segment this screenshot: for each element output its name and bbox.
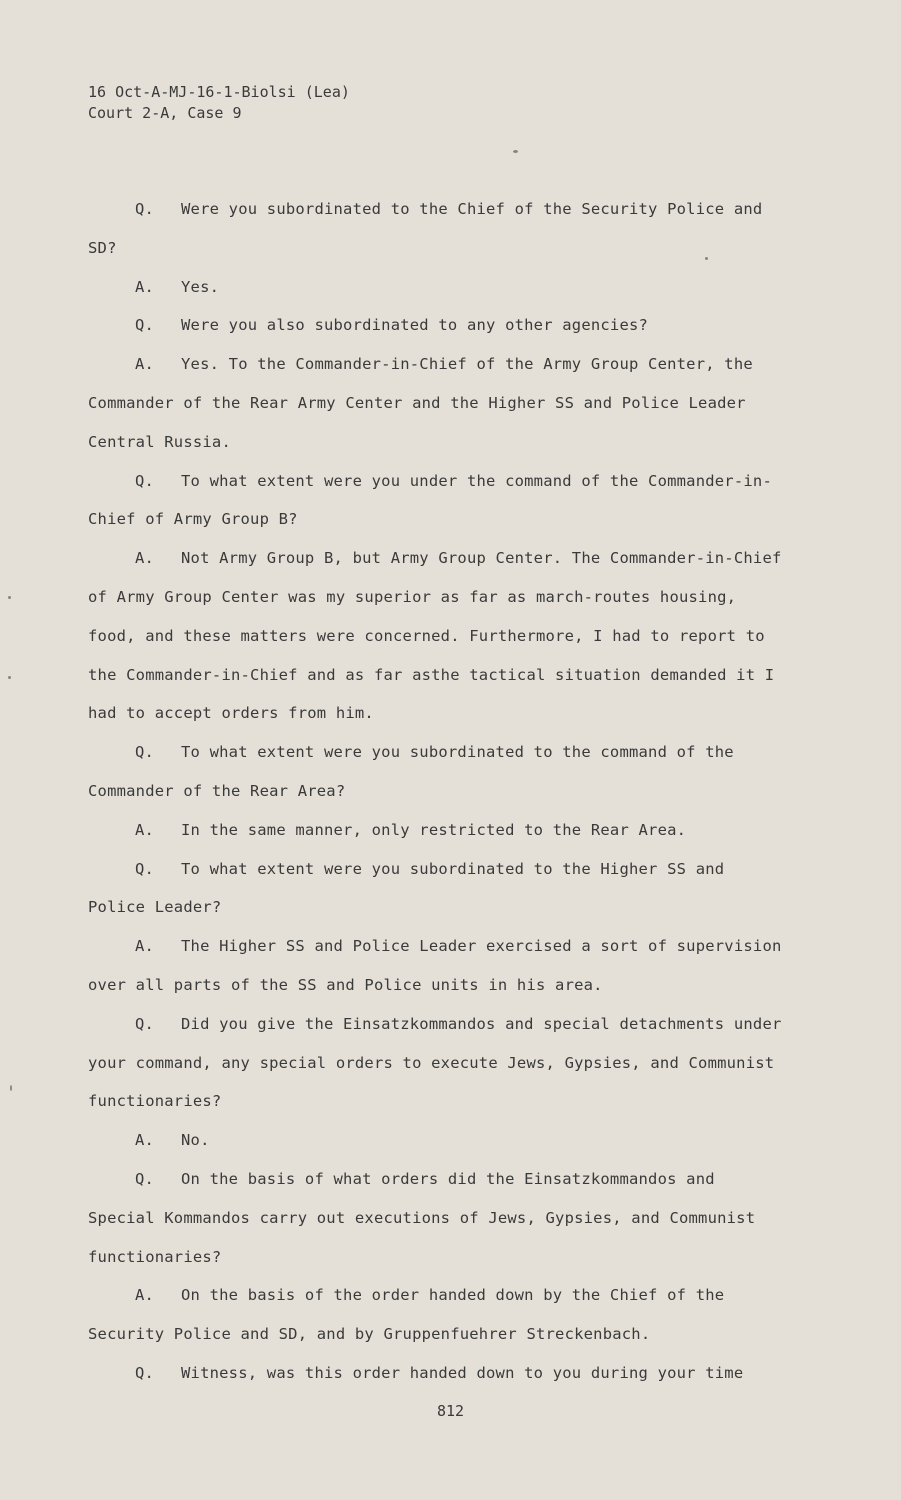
- transcript-paragraph: [88, 306, 788, 345]
- paragraph-text: Yes.: [181, 277, 220, 296]
- paragraph-text: Were you also subordinated to any other agencies?: [181, 316, 649, 335]
- paragraph-text: Were you subordinated to the Chief of the Security Police and SD?: [88, 200, 763, 257]
- speaker-label: A.: [135, 820, 155, 839]
- paper-speck: [10, 1085, 12, 1091]
- speaker-label: Q.: [135, 1363, 155, 1382]
- paragraph-text: On the basis of what orders did the Einsatzkommandos and Special Kommandos carry out executions of Jews, Gypsies, and Communist functionaries?: [88, 1169, 756, 1266]
- speaker-label: A.: [135, 549, 155, 568]
- speaker-label: Q.: [135, 1169, 155, 1188]
- transcript-paragraph: [88, 345, 788, 461]
- speaker-label: Q.: [135, 316, 155, 335]
- transcript-paragraph: [88, 1160, 788, 1276]
- header-court-case: Court 2-A, Case 9: [88, 104, 242, 122]
- speaker-label: A.: [135, 1131, 155, 1150]
- speaker-label: A.: [135, 1286, 155, 1305]
- paragraph-text: On the basis of the order handed down by the Chief of the Security Police and SD, and by Gruppenfuehrer Streckenbach.: [88, 1286, 725, 1344]
- transcript-paragraph: [88, 733, 788, 811]
- paper-speck: [513, 150, 518, 153]
- document-header: [88, 82, 350, 124]
- transcript-paragraph: [88, 190, 788, 268]
- speaker-label: Q.: [135, 1014, 155, 1033]
- transcript-paragraph: [88, 1354, 788, 1393]
- paragraph-text: To what extent were you under the command of the Commander-in-Chief of Army Group B?: [88, 471, 772, 529]
- transcript-paragraph: [88, 850, 788, 928]
- speaker-label: A.: [135, 355, 155, 374]
- transcript-paragraph: [88, 1005, 788, 1121]
- paper-speck: [8, 596, 11, 599]
- paragraph-text: To what extent were you subordinated to the Higher SS and Police Leader?: [88, 859, 725, 917]
- paragraph-text: Yes. To the Commander-in-Chief of the Army Group Center, the Commander of the Rear Army Center and the Higher SS and Police Leader Central Russia.: [88, 355, 753, 451]
- speaker-label: A.: [135, 937, 155, 956]
- paragraph-text: In the same manner, only restricted to the Rear Area.: [181, 820, 687, 839]
- transcript-paragraph: [88, 1121, 788, 1160]
- speaker-label: Q.: [135, 743, 155, 762]
- paragraph-text: To what extent were you subordinated to the command of the Commander of the Rear Area?: [88, 743, 734, 800]
- transcript-paragraph: [88, 1276, 788, 1354]
- transcript-paragraph: [88, 268, 788, 307]
- paragraph-text: The Higher SS and Police Leader exercised a sort of supervision over all parts of the SS and Police units in his area.: [88, 937, 782, 994]
- paper-speck: [8, 676, 11, 679]
- speaker-label: Q.: [135, 200, 155, 218]
- paragraph-text: Did you give the Einsatzkommandos and special detachments under your command, any special orders to execute Jews, Gypsies, and Communist functionaries?: [88, 1014, 782, 1111]
- paragraph-text: Witness, was this order handed down to you during your time: [181, 1363, 744, 1382]
- speaker-label: Q.: [135, 471, 155, 490]
- transcript-paragraph: [88, 462, 788, 540]
- transcript-paragraph: [88, 539, 788, 733]
- transcript-paragraph: [88, 927, 788, 1005]
- speaker-label: Q.: [135, 859, 155, 878]
- transcript-paragraph: [88, 811, 788, 850]
- speaker-label: A.: [135, 277, 155, 296]
- page-number: 812: [436, 1402, 465, 1420]
- header-case-reference: 16 Oct-A-MJ-16-1-Biolsi (Lea): [88, 83, 350, 101]
- paragraph-text: Not Army Group B, but Army Group Center. The Commander-in-Chief of Army Group Center was my superior as far as march-routes housing, food, and these matters were concerned. Furthermore, I had to report to the Commander-in-Chief and as far asthe tactical situation demanded it I had to accept orders from him.: [88, 549, 782, 723]
- paper-speck: [705, 257, 708, 260]
- transcript-body: [88, 190, 788, 1393]
- paragraph-text: No.: [181, 1131, 210, 1150]
